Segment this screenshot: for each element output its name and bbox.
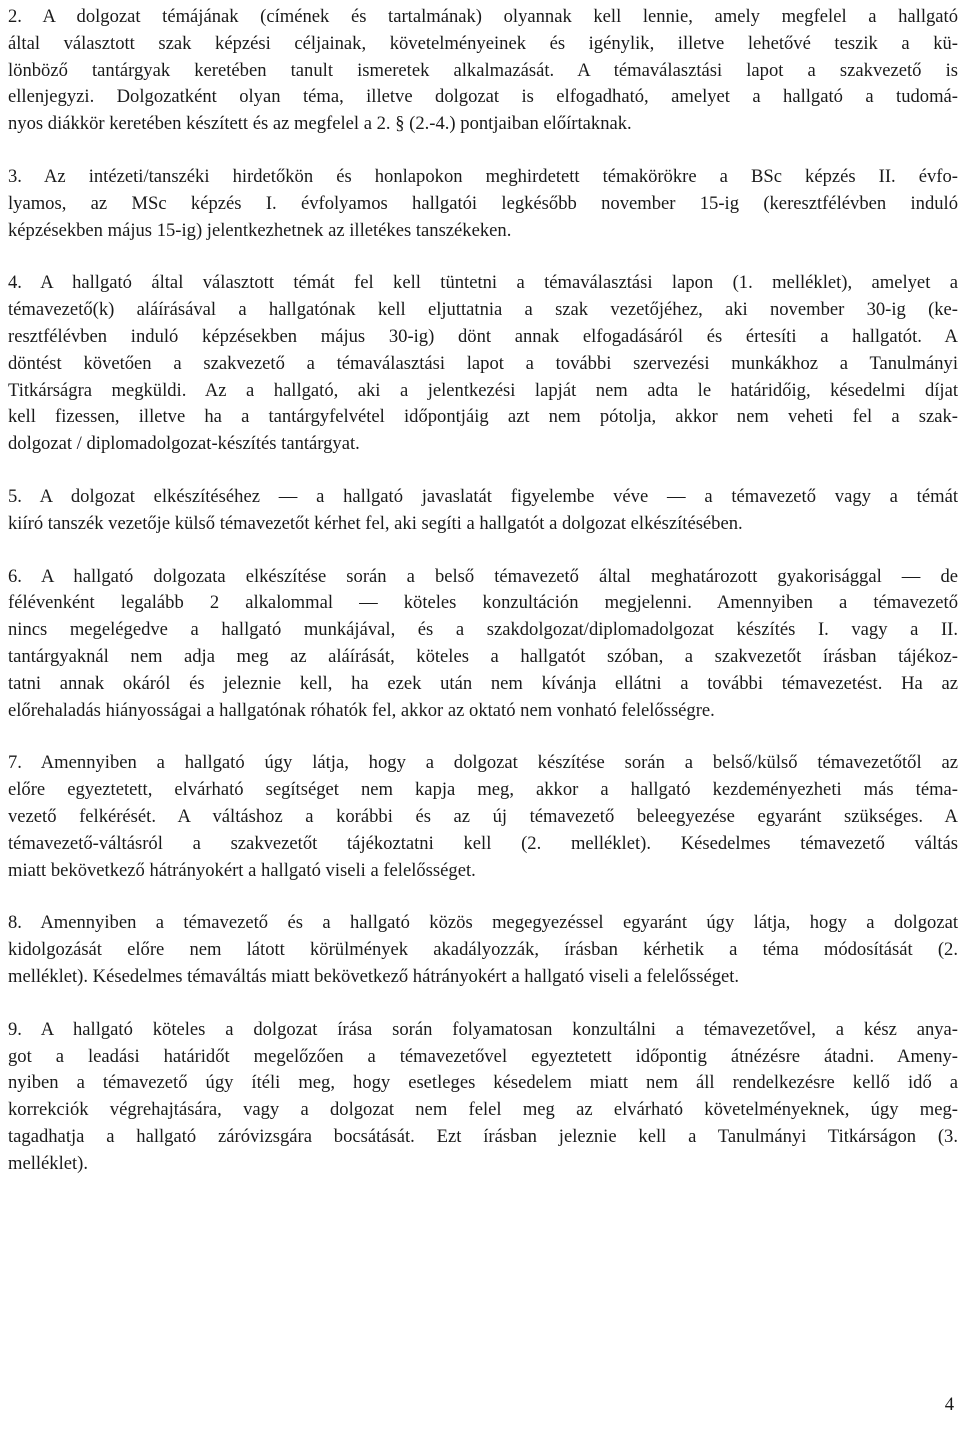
paragraph-text bbox=[8, 270, 958, 458]
text-line: nincs megelégedve a hallgató munkájával, és a szakdolgozat/diplomadolgozat készítés I. vagy a II. bbox=[8, 619, 958, 641]
paragraph-8 bbox=[8, 910, 958, 990]
paragraph-4 bbox=[8, 270, 958, 458]
text-line: képzésekben május 15-ig) jelentkezhetnek az illetékes tanszékeken. bbox=[8, 219, 512, 241]
text-line: lönböző tantárgyak keretében tanult ismeretek alkalmazását. A témaválasztási lapot a szakvezető is bbox=[8, 59, 958, 81]
paragraph-7 bbox=[8, 750, 958, 884]
paragraph-text bbox=[8, 4, 958, 138]
text-line: által választott szak képzési céljainak, követelményeinek és igénylik, illetve lehetővé teszik a kü- bbox=[8, 32, 958, 54]
paragraph-text bbox=[8, 1017, 958, 1178]
text-line: 2. A dolgozat témájának (címének és tartalmának) olyannak kell lennie, amely megfelel a hallgató bbox=[8, 6, 958, 27]
text-line: 7. Amennyiben a hallgató úgy látja, hogy a dolgozat készítése során a belső/külső témavezetőtől az bbox=[8, 752, 958, 774]
text-line: kidolgozását előre nem látott körülmények akadályozzák, írásban kérhetik a téma módosítását (2. bbox=[8, 939, 958, 961]
text-line: Titkárságra megküldi. Az a hallgató, aki a jelentkezési lapját nem adta le határidőig, késedelmi díjat bbox=[8, 379, 958, 401]
text-line: kiíró tanszék vezetője külső témavezetőt kérhet fel, aki segíti a hallgatót a dolgozat elkészítésében. bbox=[8, 512, 743, 534]
page-number: 4 bbox=[944, 1394, 954, 1415]
text-line: got a leadási határidőt megelőzően a témavezetővel egyeztetett időpontig átnézésre átadni. Ameny- bbox=[8, 1045, 958, 1067]
paragraph-text bbox=[8, 750, 958, 884]
paragraph-9 bbox=[8, 1017, 958, 1178]
text-line: dolgozat / diplomadolgozat-készítés tantárgyat. bbox=[8, 433, 360, 455]
paragraph-text bbox=[8, 484, 958, 538]
paragraph-3 bbox=[8, 164, 958, 244]
text-line: 5. A dolgozat elkészítéséhez — a hallgató javaslatát figyelembe véve — a témavezető vagy a témát bbox=[8, 485, 958, 507]
paragraph-text bbox=[8, 564, 958, 725]
text-line: 8. Amennyiben a témavezető és a hallgató közös megegyezéssel egyaránt úgy látja, hogy a dolgozat bbox=[8, 912, 958, 934]
text-line: 3. Az intézeti/tanszéki hirdetőkön és honlapokon meghirdetett témakörökre a BSc képzés II. évfo- bbox=[8, 165, 958, 187]
text-line: nyos diákkör keretében készített és az megfelel a 2. § (2.-4.) pontjaiban előírtaknak. bbox=[8, 113, 632, 135]
text-line: miatt bekövetkező hátrányokért a hallgató viseli a felelősséget. bbox=[8, 859, 476, 881]
text-line: tagadhatja a hallgató záróvizsgára bocsátását. Ezt írásban jeleznie kell a Tanulmányi Titkárságon (3. bbox=[8, 1125, 958, 1147]
paragraph-text bbox=[8, 164, 958, 244]
paragraph-text bbox=[8, 910, 958, 990]
text-line: félévenként legalább 2 alkalommal — köteles konzultáción megjelenni. Amennyiben a témavezető bbox=[8, 592, 958, 614]
text-line: korrekciók végrehajtására, vagy a dolgozat nem felel meg az elvárható követelményeknek, úgy meg- bbox=[8, 1099, 958, 1121]
text-line: resztfélévben induló képzésekben május 30-ig) dönt annak elfogadásáról és értesíti a hallgatót. A bbox=[8, 325, 958, 347]
text-line: 6. A hallgató dolgozata elkészítése során a belső témavezető által meghatározott gyakorisággal — de bbox=[8, 565, 958, 587]
text-line: nyiben a témavezető úgy ítéli meg, hogy esetleges késedelem miatt nem áll rendelkezésre kellő idő a bbox=[8, 1072, 958, 1094]
paragraph-2 bbox=[8, 4, 958, 138]
text-line: tantárgyaknál nem adja meg az aláírását, köteles a hallgatót szóban, a szakvezetőt írásban tájékoz- bbox=[8, 645, 958, 667]
document-page bbox=[8, 0, 958, 1177]
text-line: melléklet). Késedelmes témaváltás miatt bekövetkező hátrányokért a hallgató viseli a felelősséget. bbox=[8, 965, 740, 987]
paragraph-5 bbox=[8, 484, 958, 538]
text-line: kell fizessen, illetve ha a tantárgyfelvétel időpontjáig azt nem pótolja, akkor nem veheti fel a szak- bbox=[8, 406, 958, 428]
text-line: témavezető-váltásról a szakvezetőt tájékoztatni kell (2. melléklet). Késedelmes témavezető váltás bbox=[8, 832, 958, 854]
text-line: lyamos, az MSc képzés I. évfolyamos hallgatói legkésőbb november 15-ig (keresztfélévben induló bbox=[8, 192, 958, 214]
text-line: előre egyeztetett, elvárható segítséget nem kapja meg, akkor a hallgató kezdeményezheti más téma- bbox=[8, 779, 958, 801]
text-line: melléklet). bbox=[8, 1152, 89, 1174]
text-line: ellenjegyzi. Dolgozatként olyan téma, illetve dolgozat is elfogadható, amelyet a hallgató a tudomá- bbox=[8, 86, 958, 108]
text-line: előrehaladás hiányosságai a hallgatónak róhatók fel, akkor az oktató nem vonható felelősségre. bbox=[8, 699, 715, 721]
text-line: 9. A hallgató köteles a dolgozat írása során folyamatosan konzultálni a témavezetővel, a kész anya- bbox=[8, 1018, 958, 1040]
text-line: döntést követően a szakvezető a témaválasztási lapot a további szervezési munkákhoz a Tanulmányi bbox=[8, 352, 958, 374]
text-line: 4. A hallgató által választott témát fel kell tüntetni a témaválasztási lapon (1. melléklet), amelyet a bbox=[8, 272, 958, 294]
text-line: tatni annak okáról és jeleznie kell, ha ezek után nem kívánja ellátni a további témavezetést. Ha az bbox=[8, 672, 958, 694]
paragraph-6 bbox=[8, 564, 958, 725]
text-line: témavezető(k) aláírásával a hallgatónak kell eljuttatnia a szak vezetőjéhez, aki november 30-ig (ke- bbox=[8, 299, 958, 321]
text-line: vezető felkérését. A váltáshoz a korábbi és az új témavezető beleegyezése egyaránt szükséges. A bbox=[8, 805, 958, 827]
